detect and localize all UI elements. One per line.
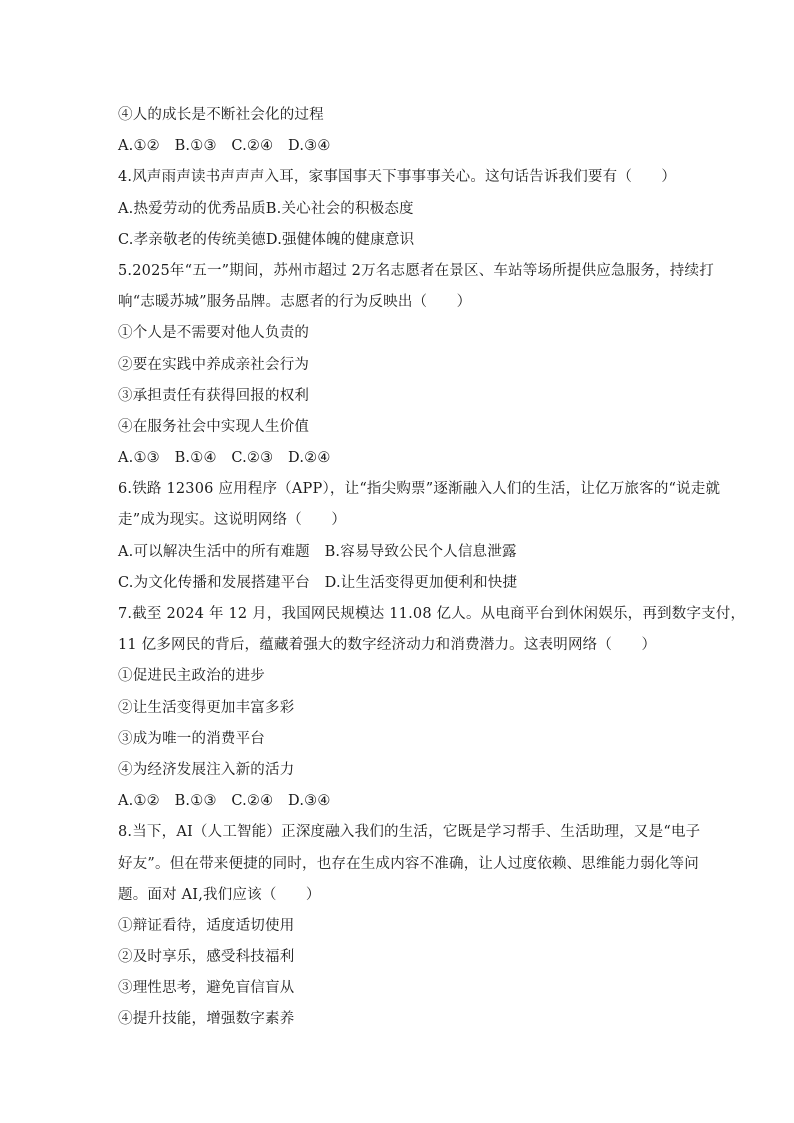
statement-item: ③成为唯一的消费平台 bbox=[118, 730, 265, 747]
document-body bbox=[118, 100, 746, 1036]
question-4: 4.风声雨声读书声声声入耳，家事国事天下事事事关心。这句话告诉我们要有（ ） bbox=[118, 169, 677, 186]
question-8-cont: 好友”。但在带来便捷的同时，也存在生成内容不准确，让人过度依赖、思维能力弱化等问 bbox=[118, 855, 699, 872]
answer-options: A.热爱劳动的优秀品质B.关心社会的积极态度 bbox=[118, 200, 414, 217]
answer-options: C.为文化传播和发展搭建平台 D.让生活变得更加便利和快捷 bbox=[118, 574, 518, 591]
statement-item: ②让生活变得更加丰富多彩 bbox=[118, 699, 295, 716]
question-8: 8.当下，AI（人工智能）正深度融入我们的生活，它既是学习帮手、生活助理，又是“电子 bbox=[118, 824, 701, 841]
statement-item: ①促进民主政治的进步 bbox=[118, 668, 265, 685]
statement-item: ③承担责任有获得回报的权利 bbox=[118, 387, 310, 404]
answer-options: A.①③ B.①④ C.②③ D.②④ bbox=[118, 450, 331, 467]
answer-options: A.①② B.①③ C.②④ D.③④ bbox=[118, 138, 331, 155]
statement-item: ④在服务社会中实现人生价值 bbox=[118, 418, 310, 435]
question-7-cont: 11 亿多网民的背后，蕴藏着强大的数字经济动力和消费潜力。这表明网络（ ） bbox=[118, 637, 657, 654]
statement-item: ④为经济发展注入新的活力 bbox=[118, 761, 295, 778]
question-6-cont: 走”成为现实。这说明网络（ ） bbox=[118, 512, 347, 529]
text-line: ④人的成长是不断社会化的过程 bbox=[118, 107, 324, 123]
statement-item: ②要在实践中养成亲社会行为 bbox=[118, 356, 310, 373]
question-8-cont: 题。面对 AI,我们应该（ ） bbox=[118, 886, 321, 903]
statement-item: ④提升技能，增强数字素养 bbox=[118, 1011, 295, 1028]
question-5: 5.2025年“五一”期间，苏州市超过 2万名志愿者在景区、车站等场所提供应急服务，持续打 bbox=[118, 262, 714, 279]
statement-item: ①个人是不需要对他人负责的 bbox=[118, 325, 310, 342]
statement-item: ①辩证看待，适度适切使用 bbox=[118, 917, 295, 934]
question-5-cont: 响“志暖苏城”服务品牌。志愿者的行为反映出（ ） bbox=[118, 294, 472, 311]
question-6: 6.铁路 12306 应用程序（APP），让“指尖购票”逐渐融入人们的生活，让亿万旅客的“说走就 bbox=[118, 481, 721, 498]
answer-options: A.可以解决生活中的所有难题 B.容易导致公民个人信息泄露 bbox=[118, 543, 517, 560]
statement-item: ③理性思考，避免盲信盲从 bbox=[118, 980, 295, 997]
question-7: 7.截至 2024 年 12 月，我国网民规模达 11.08 亿人。从电商平台到休闲娱乐，再到数字支付， bbox=[118, 606, 746, 622]
answer-options: A.①② B.①③ C.②④ D.③④ bbox=[118, 793, 331, 810]
statement-item: ②及时享乐，感受科技福利 bbox=[118, 949, 295, 966]
answer-options: C.孝亲敬老的传统美德D.强健体魄的健康意识 bbox=[118, 231, 415, 248]
